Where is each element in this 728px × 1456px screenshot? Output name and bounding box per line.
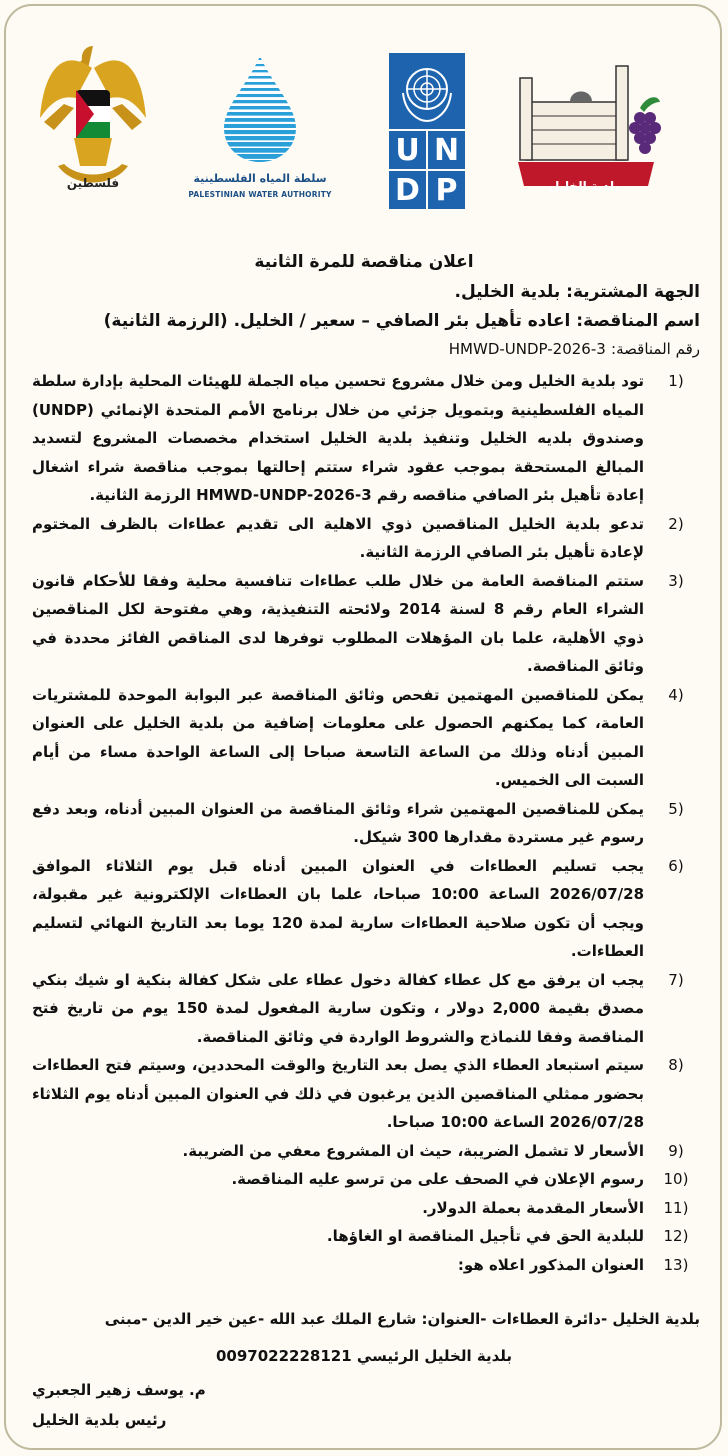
- water-stripe: [216, 154, 306, 159]
- water-stripe: [216, 124, 306, 128]
- announcement-title: اعلان مناقصة للمرة الثانية: [254, 252, 474, 272]
- undp-logo: [389, 53, 465, 209]
- item-number: (6: [668, 856, 684, 875]
- buyer-line: الجهة المشترية: بلدية الخليل.: [454, 282, 700, 302]
- water-stripe: [216, 100, 306, 103]
- hebron-municipality-logo: [510, 58, 662, 208]
- un-globe-icon: [389, 53, 465, 129]
- undp-letter: N: [428, 131, 465, 169]
- logo-bar: [0, 34, 728, 214]
- water-stripe: [216, 142, 306, 147]
- item-text: العنوان المذكور اعلاه هو:: [457, 1255, 644, 1274]
- water-stripe: [216, 130, 306, 134]
- item-text: للبلدية الحق في تأجيل المناقصة او الغاؤها.: [326, 1227, 644, 1245]
- list-item: [32, 795, 700, 852]
- item-number: (11: [663, 1198, 689, 1217]
- item-text: يجب تسليم العطاءات في العنوان المبين أدناه قبل يوم الثلاثاء الموافق 2026/07/28 الساعة 10:00 صباحا، علما بان العطاءات الإلكترونية غير مقبولة، ويجب أن تكون صلاحية العطاءات سارية لمدة 120 يوما بعد التاريخ النهائي لتسليم العطاءات.: [32, 856, 644, 960]
- tender-conditions-list: [32, 367, 700, 1279]
- water-stripe: [216, 76, 306, 79]
- water-stripe: [216, 136, 306, 140]
- water-stripe: [216, 148, 306, 153]
- water-stripe: [216, 112, 306, 116]
- list-item: [32, 567, 700, 681]
- phone-line: بلدية الخليل الرئيسي 0097022228121: [215, 1347, 513, 1365]
- item-text: يجب ان يرفق مع كل عطاء كفالة دخول عطاء على شكل كفالة بنكية او شيك بنكي مصدق بقيمة 2,000 دولار ، وتكون سارية المفعول لمدة 150 يوم من تاريخ فتح المناقصة وفقا للنماذج والشروط الواردة في وثائق المناقصة.: [32, 970, 644, 1046]
- pwa-label-en: PALESTINIAN WATER AUTHORITY: [188, 190, 332, 199]
- hebron-label: بلدية الخليل: [548, 179, 620, 193]
- list-item: [32, 1251, 700, 1280]
- list-item: [32, 966, 700, 1052]
- list-item: [32, 681, 700, 795]
- item-number: (5: [668, 799, 684, 818]
- undp-letter: D: [389, 171, 426, 209]
- item-text: الأسعار المقدمة بعملة الدولار.: [422, 1198, 644, 1217]
- item-number: (13: [663, 1255, 689, 1274]
- water-stripe: [216, 64, 306, 66]
- list-item: [32, 852, 700, 966]
- item-number: (4: [668, 685, 684, 704]
- item-text: يمكن للمناقصين المهتمين تفحص وثائق المناقصة عبر البوابة الموحدة للمشتريات العامة، كما يمكنهم الحصول على معلومات إضافية من بلدية الخليل على العنوان المبين أدناه وذلك من الساعة التاسعة صباحا إلى الساعة الواحدة مساء من أيام السبت الى الخميس.: [32, 685, 644, 789]
- signatory-title: رئيس بلدية الخليل: [32, 1411, 167, 1429]
- water-drop-icon: [186, 54, 334, 166]
- item-number: (8: [668, 1056, 684, 1074]
- water-stripe: [216, 88, 306, 91]
- water-stripe: [216, 160, 306, 165]
- water-stripe: [216, 82, 306, 85]
- list-item: [32, 510, 700, 567]
- item-number: (1: [668, 372, 684, 390]
- item-number: (9: [668, 1141, 684, 1160]
- water-stripe: [216, 70, 306, 72]
- item-number: (12: [663, 1227, 689, 1245]
- undp-letter: U: [389, 131, 426, 169]
- emblem-label: فلسطين: [66, 176, 120, 190]
- item-number: (10: [663, 1170, 689, 1188]
- list-item: [32, 1137, 700, 1166]
- list-item: [32, 367, 700, 510]
- water-stripe: [216, 106, 306, 109]
- list-item: [32, 1051, 700, 1137]
- water-stripe: [216, 58, 306, 60]
- item-number: (2: [668, 514, 684, 533]
- pwa-logo: [186, 54, 334, 204]
- tender-number-line: [449, 340, 700, 358]
- item-number: (7: [668, 970, 684, 989]
- list-item: [32, 1194, 700, 1223]
- tender-number-label: رقم المناقصة:: [611, 340, 700, 358]
- address-line: بلدية الخليل -دائرة العطاءات -العنوان: شارع الملك عبد الله -عين خير الدين -مبنى: [104, 1310, 700, 1328]
- water-stripe: [216, 118, 306, 122]
- list-item: [32, 1165, 700, 1194]
- eagle-icon: [34, 38, 152, 198]
- item-text: سيتم استبعاد العطاء الذي يصل بعد التاريخ والوقت المحددين، وسيتم فتح العطاءات بحضور ممثلي المناقصين الذين يرغبون في ذلك في العنوان المبين أدناه يوم الثلاثاء 2026/07/28 الساعة 10:00 صباحا.: [32, 1056, 644, 1131]
- signatory-name: م. يوسف زهير الجعبري: [32, 1381, 206, 1399]
- item-text: تدعو بلدية الخليل المناقصين ذوي الاهلية الى تقديم عطاءات بالظرف المختوم لإعادة تأهيل بئر الصافي الرزمة الثانية.: [32, 514, 644, 561]
- undp-letters: [389, 131, 465, 209]
- list-item: [32, 1222, 700, 1251]
- tender-number-value: HMWD-UNDP-2026-3: [448, 340, 606, 358]
- item-text: تود بلدية الخليل ومن خلال مشروع تحسين مياه الجملة للهيئات المحلية بإدارة سلطة المياه الفلسطينية وبتمويل جزئي من خلال برنامج الأمم المتحدة الإنمائي (UNDP) وصندوق بلديه الخليل وتنفيذ بلدية الخليل استخدام مخصصات المشروع لتسديد المبالغ المستحقة بموجب عقود شراء ستتم إحالتها بموجب مناقصة شراء اشغال إعادة تأهيل بئر الصافي مناقصه رقم HMWD-UNDP-2026-3 الرزمة الثانية.: [32, 372, 644, 504]
- item-text: ستتم المناقصة العامة من خلال طلب عطاءات تنافسية محلية وفقا للأحكام قانون الشراء العام رقم 8 لسنة 2014 ولائحته التنفيذية، وهي مفتوحة لكل المناقصين ذوي الأهلية، علما بان المؤهلات المطلوب توفرها لدى المناقص الفائز محددة في وثائق المناقصة.: [32, 571, 644, 675]
- item-text: رسوم الإعلان في الصحف على من ترسو عليه المناقصة.: [231, 1170, 644, 1188]
- undp-letter: P: [428, 171, 465, 209]
- item-text: يمكن للمناقصين المهتمين شراء وثائق المناقصة من العنوان المبين أدناه، وبعد دفع رسوم غير مستردة مقدارها 300 شيكل.: [32, 799, 644, 846]
- pwa-label-ar: سلطة المياه الفلسطينية: [193, 172, 327, 185]
- item-text: الأسعار لا تشمل الضريبة، حيث ان المشروع معفي من الضريبة.: [182, 1141, 644, 1160]
- tender-name-line: اسم المناقصة: اعاده تأهيل بئر الصافي – سعير / الخليل. (الرزمة الثانية): [103, 311, 700, 331]
- water-stripe: [216, 94, 306, 97]
- palestine-emblem-logo: [34, 38, 152, 198]
- item-number: (3: [668, 571, 684, 590]
